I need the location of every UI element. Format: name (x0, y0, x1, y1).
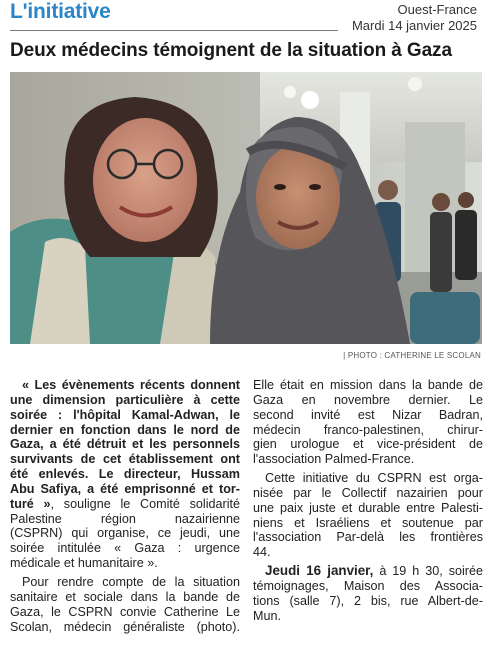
text-line (253, 393, 483, 408)
photo-illustration (10, 72, 482, 344)
text-line (10, 497, 240, 512)
article-column-left (10, 378, 240, 634)
line-text: , souligne le Comité solidarité (50, 496, 241, 511)
line-text: témoignages, Maison des Associa- (253, 578, 483, 593)
text-line (253, 594, 483, 609)
publication-date: Mardi 14 janvier 2025 (351, 18, 477, 33)
line-text: été enlevés. Le directeur, Hussam (10, 467, 240, 482)
line-text: une dimension particulière à cette (10, 392, 240, 407)
header-rule (10, 30, 338, 31)
text-line (10, 467, 240, 482)
line-text: Gaza en novembre dernier. Le (253, 392, 483, 407)
line-text: Gaza, le CSPRN convie Catherine Le (10, 604, 240, 619)
bold-phrase: turé » (10, 496, 51, 511)
text-line (253, 564, 483, 579)
text-line (253, 530, 483, 545)
text-line (10, 556, 240, 571)
line-text: tions (salle 7), 2 bis, rue Albert-de- (253, 593, 483, 608)
line-text: Cette initiative du CSPRN est orga- (265, 471, 483, 486)
line-text: Elle était en mission dans la bande de (253, 378, 483, 392)
line-text: médecin franco-palestinen, chirur- (253, 422, 483, 437)
line-text: l'association Palmed-France. (253, 452, 415, 467)
line-text: « Les évènements récents donnent (22, 378, 240, 392)
headline: Deux médecins témoignent de la situation à Gaza (10, 40, 452, 61)
line-text: Scolan, médecin généraliste (photo). (10, 619, 240, 634)
line-text: sanitaire et sociale dans la bande de (10, 589, 240, 604)
text-line (253, 545, 483, 560)
bold-phrase: Jeudi 16 janvier, (265, 563, 374, 579)
text-line (10, 605, 240, 620)
text-line (253, 579, 483, 594)
line-text: 44. (253, 545, 271, 560)
line-text: gien urologue et vice-président de (253, 437, 483, 452)
photo-credit: | PHOTO : CATHERINE LE SCOLAN (343, 351, 481, 360)
line-text: (CSPRN) qui organise, ce jeudi, une (10, 526, 240, 541)
article-column-right (253, 378, 483, 624)
text-line (253, 471, 483, 486)
line-text: Palestine région nazairienne (10, 511, 240, 526)
line-text: soirée : l'hôpital Kamal-Adwan, le (10, 407, 240, 422)
article-photo (10, 72, 482, 344)
text-line (10, 620, 240, 635)
line-text: dernier en fonction dans le nord de (10, 422, 240, 437)
text-line (253, 378, 483, 393)
text-line (253, 423, 483, 438)
line-text: médicale et humanitaire ». (10, 556, 158, 571)
text-line (10, 575, 240, 590)
text-line (10, 452, 240, 467)
line-text: une paix juste et durable entre Palesti- (253, 500, 483, 515)
text-line (10, 512, 240, 527)
line-text: niens et Israéliens et soutenue par (253, 515, 483, 530)
line-text: second invité est Nizar Badran, (253, 407, 483, 422)
line-text: Gaza, a été détruit et les personnels (10, 437, 240, 452)
line-text: soirée intitulée « Gaza : urgence (10, 541, 240, 556)
text-line (10, 482, 240, 497)
line-text: l'association Par-delà les frontières (253, 530, 483, 545)
line-text: à 19 h 30, soirée (373, 564, 483, 579)
text-line (253, 609, 483, 624)
line-text: nisée par le Collectif nazairien pour (253, 485, 483, 500)
text-line (10, 393, 240, 408)
text-line (10, 437, 240, 452)
text-line (10, 378, 240, 393)
line-text: Pour rendre compte de la situation (22, 574, 240, 589)
rubric-title: L'initiative (10, 0, 111, 23)
text-line (10, 526, 240, 541)
text-line (253, 452, 483, 467)
text-line (253, 408, 483, 423)
newspaper-source: Ouest-France (397, 2, 477, 17)
text-line (10, 423, 240, 438)
line-text: survivants de cet établissement ont (10, 452, 240, 467)
text-line (253, 437, 483, 452)
text-line (10, 590, 240, 605)
text-line (10, 541, 240, 556)
line-text: Mun. (253, 608, 281, 623)
text-line (253, 501, 483, 516)
text-line (253, 516, 483, 531)
line-text: Abu Safiya, a été emprisonné et tor- (10, 481, 240, 496)
text-line (10, 408, 240, 423)
text-line (253, 486, 483, 501)
